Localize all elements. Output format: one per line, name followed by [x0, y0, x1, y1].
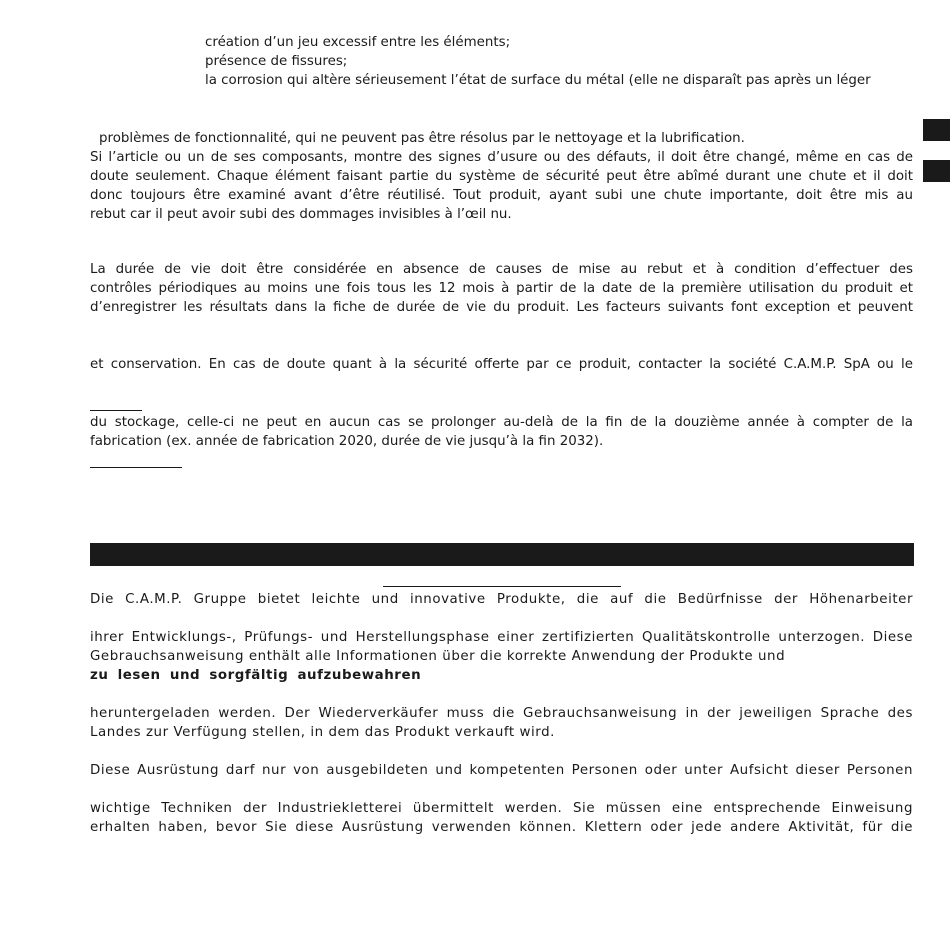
- lifetime-line-1: La durée de vie doit être considérée en absence de causes de mise au rebut et à condition d’effectuer des: [90, 262, 913, 277]
- functionality-line: problèmes de fonctionnalité, qui ne peuvent pas être résolus par le nettoyage et la lubrification.: [99, 131, 745, 146]
- download-line-1: heruntergeladen werden. Der Wiederverkäufer muss die Gebrauchsanweisung in der jeweiligen Sprache des: [90, 706, 913, 721]
- conservation-line: et conservation. En cas de doute quant à la sécurité offerte par ce produit, contacter la société C.A.M.P. SpA ou le: [90, 357, 913, 372]
- intro-line: Die C.A.M.P. Gruppe bietet leichte und innovative Produkte, die auf die Bedürfnisse der Höhenarbeiter: [90, 592, 913, 607]
- wear-line-1: Si l’article ou un de ses composants, montre des signes d’usure ou des défauts, il doit être changé, même en cas de: [90, 150, 913, 165]
- footnote-divider-long: [90, 467, 182, 468]
- section-header-bar: [90, 543, 914, 566]
- quality-line-1: ihrer Entwicklungs-, Prüfungs- und Herstellungsphase einer zertifizierten Qualitätskontrolle unterzogen. Diese: [90, 630, 913, 645]
- wear-line-2: doute seulement. Chaque élément faisant partie du système de sécurité peut être abîmé durant une chute et il doit: [90, 169, 913, 184]
- storage-line-2: fabrication (ex. année de fabrication 2020, durée de vie jusqu’à la fin 2032).: [90, 434, 604, 449]
- quality-line-2: Gebrauchsanweisung enthält alle Informationen über die korrekte Anwendung der Produkte und: [90, 649, 786, 664]
- language-tab-marker: [923, 119, 950, 141]
- storage-line-1: du stockage, celle-ci ne peut en aucun cas se prolonger au-delà de la fin de la douzième année à compter de la: [90, 415, 913, 430]
- wear-line-4: rebut car il peut avoir subi des dommages invisibles à l’œil nu.: [90, 207, 512, 222]
- download-line-2: Landes zur Verfügung stellen, in dem das Produkt verkauft wird.: [90, 725, 555, 740]
- heading-underline: [383, 586, 621, 587]
- bullet-corrosion: la corrosion qui altère sérieusement l’état de surface du métal (elle ne disparaît pas après un léger: [205, 73, 871, 88]
- lifetime-line-3: d’enregistrer les résultats dans la fiche de durée de vie du produit. Les facteurs suivants font exception et peuvent: [90, 300, 913, 315]
- bullet-excessive-play: création d’un jeu excessif entre les éléments;: [205, 35, 511, 50]
- lifetime-line-2: contrôles périodiques au moins une fois tous les 12 mois à partir de la date de la première utilisation du produit et: [90, 281, 913, 296]
- techniques-line-1: wichtige Techniken der Industriekletterei übermittelt werden. Sie müssen eine entsprechende Einweisung: [90, 801, 913, 816]
- trained-line: Diese Ausrüstung darf nur von ausgebildeten und kompetenten Personen oder unter Aufsicht dieser Personen: [90, 763, 913, 778]
- read-and-keep-line: zu lesen und sorgfältig aufzubewahren: [90, 668, 422, 683]
- footnote-divider-short: [90, 410, 142, 411]
- bullet-cracks: présence de fissures;: [205, 54, 348, 69]
- language-tab-marker-active: [923, 160, 950, 182]
- techniques-line-2: erhalten haben, bevor Sie diese Ausrüstung verwenden können. Klettern oder jede andere Aktivität, für die: [90, 820, 913, 835]
- wear-line-3: donc toujours être examiné avant d’être réutilisé. Tout produit, ayant subi une chute importante, doit être mis au: [90, 188, 913, 203]
